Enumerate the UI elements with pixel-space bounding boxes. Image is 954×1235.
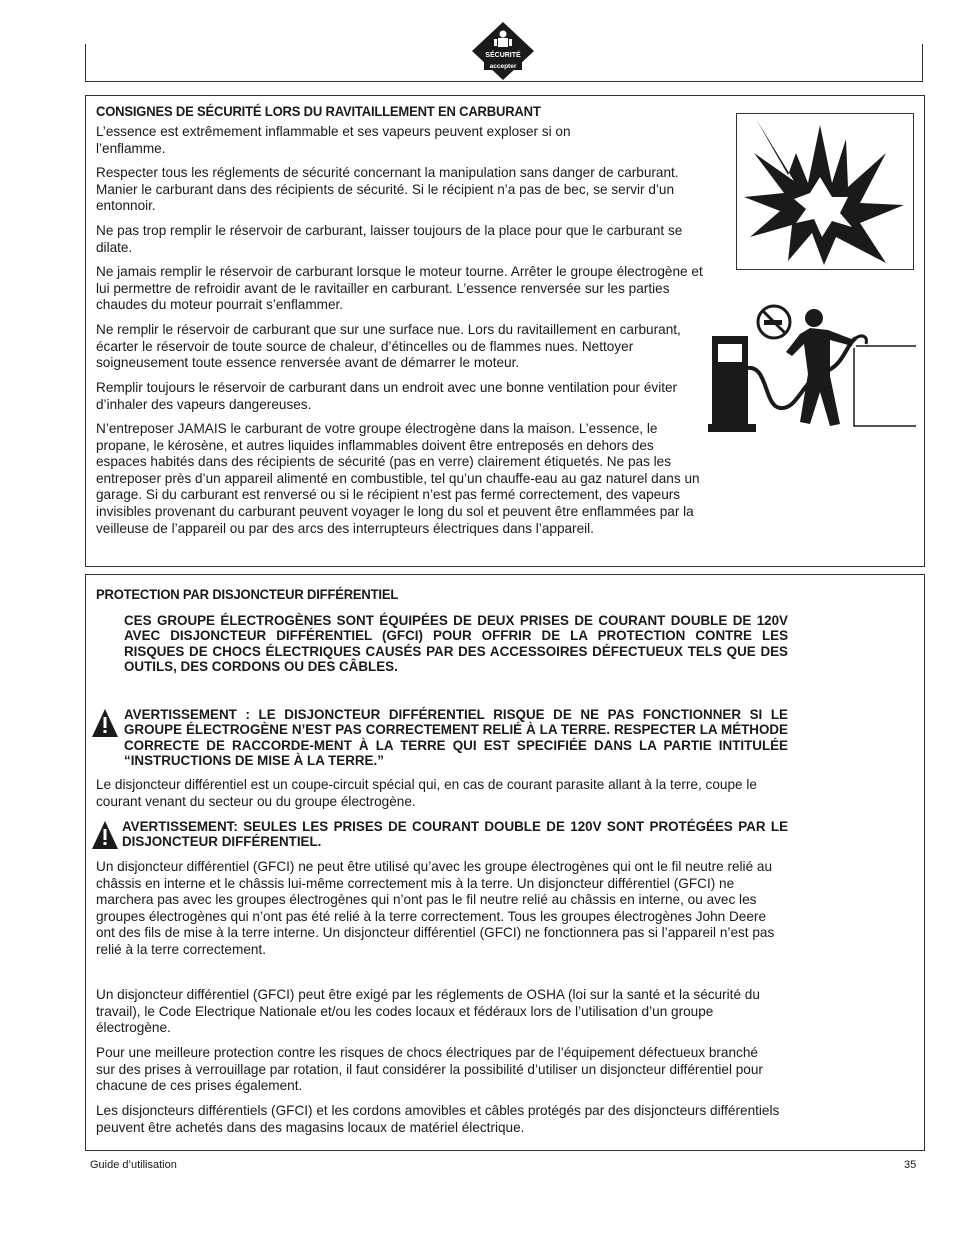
gfci-paragraph: Un disjoncteur différentiel (GFCI) ne peut être utilisé qu’avec les groupe électrogènes qui ont le fil neutre relié au châssis en interne et le châssis lui-même correctement mis à la terre. Un disjoncteur différentiel (GFCI) ne marchera pas avec les groupes électrogènes qui n’ont pas le fil neutre relié au châssis en interne, ou avec les groupes électrogènes qui n’ont pas été relié à la terre correctement. Tous les groupes électrogènes John Deere ont des fils de mise à la terre interne. Un disjoncteur différentiel (GFCI) ne fonctionnera pas si l’appareil n’est pas relié à la terre correctement.: [96, 859, 775, 957]
fuel-paragraph: Ne pas trop remplir le réservoir de carburant, laisser toujours de la place pour que le carburant se dilate.: [96, 223, 683, 255]
section-title: CONSIGNES DE SÉCURITÉ LORS DU RAVITAILLEMENT EN CARBURANT: [96, 103, 541, 119]
gfci-intro-notice: CES GROUPE ÉLECTROGÈNES SONT ÉQUIPÉES DE DEUX PRISES DE COURANT DOUBLE DE 120V AVEC DISJONCTEUR DIFFÉRENTIEL (GFCI) POUR OFFRIR DE LA PROTECTION CONTRE LES RISQUES DE CHOCS ÉLECTRIQUES CAUSÉS PAR DES ACCESSOIRES DÉFECTUEUX TELS QUE DES OUTILS, DES CORDONS OU DES CÂBLES.: [124, 613, 788, 675]
fuel-safety-section: [85, 95, 925, 567]
refueling-no-smoking-icon: [706, 296, 918, 436]
footer-guide-label: Guide d’utilisation: [90, 1159, 177, 1171]
gfci-paragraph: Le disjoncteur différentiel est un coupe-circuit spécial qui, en cas de courant parasite allant à la terre, coupe le courant venant du secteur ou du groupe électrogène.: [96, 777, 757, 809]
fuel-paragraph: Remplir toujours le réservoir de carburant dans un endroit avec une bonne ventilation pour éviter d’inhaler des vapeurs dangereuses.: [96, 380, 678, 412]
fuel-paragraph: N’entreposer JAMAIS le carburant de votre groupe électrogène dans la maison. L’essence, le propane, le kérosène, et autres liquides inflammables doivent être entreposés en dehors des espaces habités dans des récipients de sécurité (pas en verre) clairement étiquetés. Ne pas les entreposer près d’un appareil alimenté en combustible, tel qu’un chauffe-eau au gaz naturel dans un garage. Si du carburant est renversé ou si le récipient n’est pas fermé correctement, des vapeurs invisibles provenant du carburant peuvent voyager le long du sol et peuvent être enflammées par la veilleuse de l’appareil ou par des arcs des interrupteurs électriques dans l’appareil.: [96, 421, 700, 536]
warning-triangle-icon: [90, 819, 120, 851]
fuel-paragraph: L’essence est extrêmement inflammable et ses vapeurs peuvent exploser si on l’enflamme.: [96, 124, 571, 156]
gfci-paragraph: Les disjoncteurs différentiels (GFCI) et les cordons amovibles et câbles protégés par des disjoncteurs différentiels peuvent être achetés dans des magasins locaux de matériel électrique.: [96, 1103, 780, 1135]
explosion-hazard-icon: [736, 113, 914, 270]
gfci-paragraph: Un disjoncteur différentiel (GFCI) peut être exigé par les réglements de OSHA (loi sur la santé et la sécurité du travail), le Code Electrique Nationale et/ou les codes locaux et fédéraux lors de l’utilisation d’un groupe électrogène.: [96, 987, 760, 1036]
warning-text: AVERTISSEMENT : LE DISJONCTEUR DIFFÉRENTIEL RISQUE DE NE PAS FONCTIONNER SI LE GROUPE ÉLECTROGÈNE N’EST PAS CORRECTEMENT RELIÉ À LA TERRE. RESPECTER LA MÉTHODE CORRECTE DE RACCORDE-MENT À LA TERRE QUI EST SPECIFIÉE DANS LA PARTIE INTITULÉE “INSTRUCTIONS DE MISE À LA TERRE.”: [124, 707, 788, 769]
gfci-paragraph: Pour une meilleure protection contre les risques de chocs électriques par de l’équipement défectueux branché sur des prises à verrouillage par rotation, il faut considérer la possibilité d’utiliser un disjoncteur différentiel pour chacune de ces prises également.: [96, 1045, 763, 1094]
safety-badge-icon: [470, 20, 536, 80]
page-number: 35: [904, 1159, 917, 1171]
warning-triangle-icon: [90, 707, 120, 739]
section-title: PROTECTION PAR DISJONCTEUR DIFFÉRENTIEL: [96, 586, 399, 602]
badge-subtitle: accepter: [489, 63, 517, 70]
badge-title: SÉCURITÉ: [485, 52, 521, 59]
fuel-paragraph: Ne jamais remplir le réservoir de carburant lorsque le moteur tourne. Arrêter le groupe électrogène et lui permettre de refroidir avant de le ravitailler en carburant. L’essence renversée sur les parties chaudes du moteur pourrait s’enflammer.: [96, 264, 703, 313]
gfci-protection-section: [85, 574, 925, 1151]
fuel-paragraph: Respecter tous les réglements de sécurité concernant la manipulation sans danger de carburant. Manier le carburant dans des récipients de sécurité. Si le récipient n’a pas de bec, se servir d’un entonnoir.: [96, 165, 679, 214]
fuel-paragraph: Ne remplir le réservoir de carburant que sur une surface nue. Lors du ravitaillement en carburant, écarter le réservoir de toute source de chaleur, d’étincelles ou de flammes nues. Nettoyer soigneusement toute essence renversée avant de démarrer le moteur.: [96, 322, 681, 371]
warning-text: AVERTISSEMENT: SEULES LES PRISES DE COURANT DOUBLE DE 120V SONT PROTÉGÉES PAR LE DISJONCTEUR DIFFÉRENTIEL.: [122, 819, 788, 850]
